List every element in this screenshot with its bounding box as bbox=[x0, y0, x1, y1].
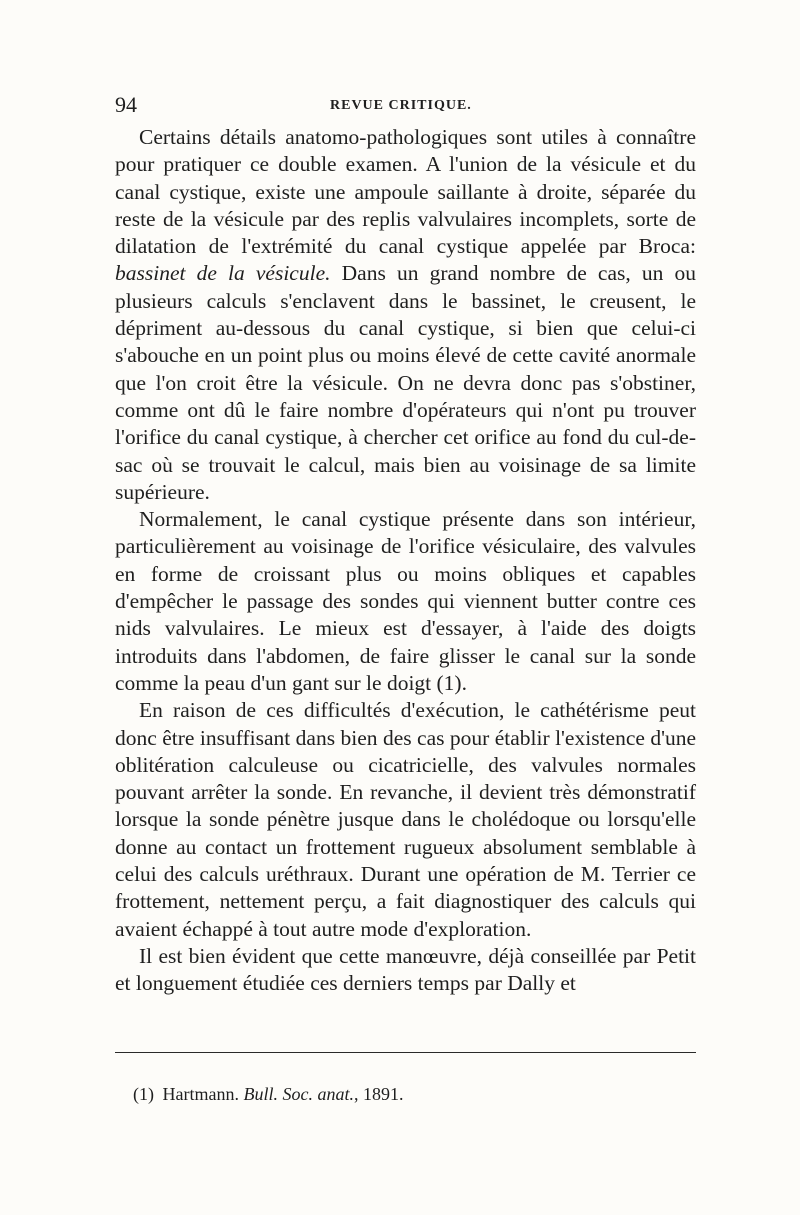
paragraph-2: Normalement, le canal cystique présente dans son intérieur, particulièrement au voisinage de l'orifice vésiculaire, des valvules en forme de croissant plus ou moins obliques et capables d'empêcher le passage des sondes qui viennent butter contre ces nids valvulaires. Le mieux est d'essayer, à l'aide des doigts introduits dans l'abdomen, de faire glisser le canal sur la sonde comme la peau d'un gant sur le doigt (1). bbox=[115, 507, 696, 695]
footnote-year: , 1891. bbox=[353, 1084, 404, 1104]
paragraph-1-text-a: Certains détails anatomo-pathologiques sont utiles à connaître pour pratiquer ce double examen. A l'union de la vésicule et du canal cystique, existe une ampoule saillante à droite, séparée du reste de la vésicule par des replis valvulaires incomplets, sorte de dilatation de l'extrémité du canal cystique appelée par Broca: bbox=[115, 125, 696, 259]
footnote-marker: (1) bbox=[133, 1084, 154, 1104]
body-text bbox=[115, 124, 696, 998]
page-header bbox=[115, 92, 696, 118]
page-number: 94 bbox=[115, 92, 137, 117]
footnote-author: Hartmann. bbox=[162, 1084, 239, 1104]
running-head: REVUE CRITIQUE. bbox=[330, 98, 472, 113]
paragraph-1 bbox=[115, 124, 696, 506]
footnote bbox=[133, 1083, 403, 1105]
paragraph-1-italic-term: bassinet de la vésicule. bbox=[115, 261, 331, 286]
paragraph-3: En raison de ces difficultés d'exécution, le cathétérisme peut donc être insuffisant dans bien des cas pour établir l'existence d'une oblitération calculeuse ou cicatricielle, des valvules normales pouvant arrêter la sonde. En revanche, il devient très démonstratif lorsque la sonde pénètre jusque dans le cholédoque ou lorsqu'elle donne au contact un frottement rugueux absolument semblable à celui des calculs uréthraux. Durant une opération de M. Terrier ce frottement, nettement perçu, a fait diagnostiquer des calculs qui avaient échappé à tout autre mode d'exploration. bbox=[115, 698, 696, 941]
footnote-divider bbox=[115, 1052, 696, 1053]
footnote-journal: Bull. Soc. anat. bbox=[243, 1084, 354, 1104]
paragraph-1-text-b: Dans un grand nombre de cas, un ou plusieurs calculs s'enclavent dans le bassinet, le creusent, le dépriment au-dessous du canal cystique, si bien que celui-ci s'abouche en un point plus ou moins élevé de cette cavité anormale que l'on croit être la vésicule. On ne devra donc pas s'obstiner, comme ont dû le faire nombre d'opérateurs qui n'ont pu trouver l'orifice du canal cystique, à chercher cet orifice au fond du cul-de-sac où se trouvait le calcul, mais bien au voisinage de sa limite supérieure. bbox=[115, 261, 696, 504]
paragraph-4: Il est bien évident que cette manœuvre, déjà conseillée par Petit et longuement étudiée ces derniers temps par Dally et bbox=[115, 943, 696, 996]
